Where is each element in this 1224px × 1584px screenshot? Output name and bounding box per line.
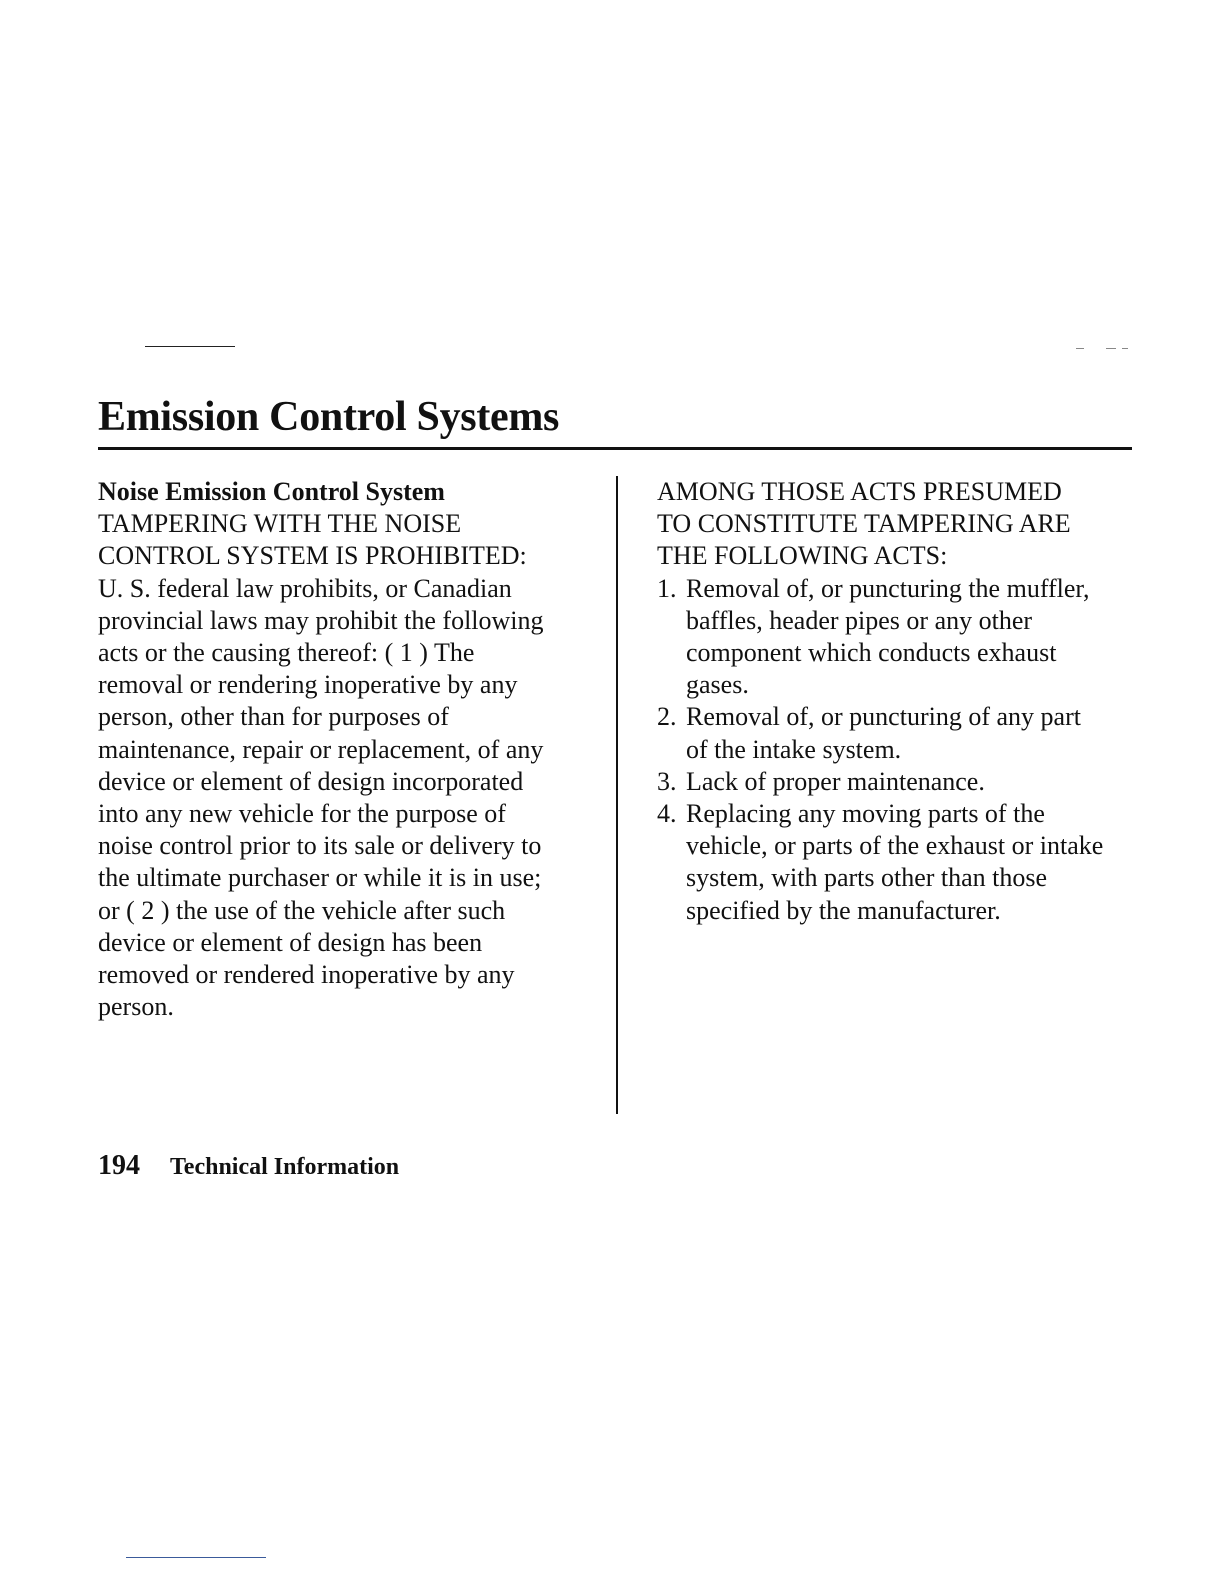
- body-line: noise control prior to its sale or delivery to: [98, 831, 542, 861]
- left-column: [98, 476, 598, 1023]
- list-item-line: baffles, header pipes or any other: [686, 605, 1033, 635]
- list-item: [657, 798, 1142, 927]
- body-line: the ultimate purchaser or while it is in use;: [98, 863, 542, 893]
- list-item-line: Removal of, or puncturing the muffler,: [686, 573, 1090, 603]
- section-heading: Noise Emission Control System: [98, 477, 445, 506]
- bottom-decorative-rule: [126, 1557, 266, 1558]
- body-line: device or element of design has been: [98, 927, 483, 957]
- list-item-number: 2.: [657, 702, 677, 732]
- body-line: person.: [98, 992, 174, 1022]
- page-footer: [98, 1150, 399, 1182]
- tampering-warning: [98, 508, 598, 572]
- page-title: Emission Control Systems: [98, 394, 560, 440]
- page-number: 194: [98, 1150, 140, 1181]
- tampering-acts-list: [657, 573, 1142, 927]
- top-decorative-rule: [145, 346, 235, 347]
- list-item-number: 4.: [657, 799, 677, 829]
- list-item-line: component which conducts exhaust: [686, 638, 1057, 668]
- law-paragraph: [98, 573, 598, 1024]
- body-line: removal or rendering inoperative by any: [98, 670, 518, 700]
- corner-scan-marks: [1072, 340, 1132, 352]
- list-item-line: Lack of proper maintenance.: [686, 766, 985, 796]
- column-divider: [616, 476, 618, 1114]
- body-line: removed or rendered inoperative by any: [98, 960, 515, 990]
- right-column: [657, 476, 1142, 927]
- list-item-number: 1.: [657, 573, 677, 603]
- body-line: into any new vehicle for the purpose of: [98, 799, 506, 829]
- footer-section-name: Technical Information: [170, 1154, 400, 1180]
- body-line: U. S. federal law prohibits, or Canadian: [98, 573, 512, 603]
- list-item: [657, 766, 1142, 798]
- body-line: maintenance, repair or replacement, of any: [98, 734, 544, 764]
- title-underline: [98, 447, 1132, 450]
- intro-line: AMONG THOSE ACTS PRESUMED: [657, 477, 1062, 506]
- body-line: or ( 2 ) the use of the vehicle after such: [98, 895, 506, 925]
- list-item-line: Removal of, or puncturing of any part: [686, 702, 1081, 732]
- list-item-line: system, with parts other than those: [686, 863, 1048, 893]
- list-item-line: gases.: [686, 670, 749, 700]
- list-item-line: Replacing any moving parts of the: [686, 799, 1045, 829]
- list-item-number: 3.: [657, 766, 677, 796]
- intro-line: THE FOLLOWING ACTS:: [657, 541, 948, 571]
- body-line: acts or the causing thereof: ( 1 ) The: [98, 638, 475, 668]
- list-item-line: vehicle, or parts of the exhaust or intake: [686, 831, 1104, 861]
- list-item: [657, 573, 1142, 702]
- list-item: [657, 701, 1142, 765]
- warning-line: CONTROL SYSTEM IS PROHIBITED:: [98, 541, 527, 571]
- body-line: person, other than for purposes of: [98, 702, 449, 732]
- list-item-line: specified by the manufacturer.: [686, 895, 1001, 925]
- warning-line: TAMPERING WITH THE NOISE: [98, 509, 462, 539]
- acts-intro: [657, 476, 1142, 573]
- body-line: device or element of design incorporated: [98, 766, 524, 796]
- body-line: provincial laws may prohibit the following: [98, 605, 544, 635]
- list-item-line: of the intake system.: [686, 734, 902, 764]
- intro-line: TO CONSTITUTE TAMPERING ARE: [657, 509, 1071, 539]
